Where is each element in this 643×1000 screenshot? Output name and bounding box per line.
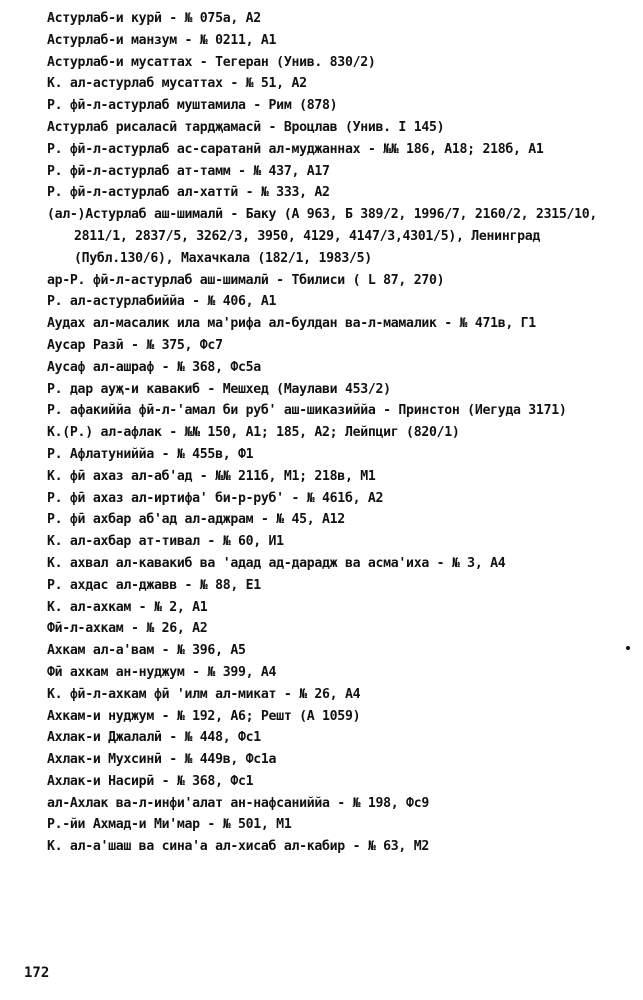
index-entry: Р. фӣ ахаз ал-иртифа' би-р-руб' - № 461б, А2 <box>47 490 384 506</box>
index-entry: Р.-йи Ахмад-и Ми'мар - № 501, М1 <box>47 817 292 833</box>
index-entry: Р. афакиййа фӣ-л-'амал би руб' аш-шиказиййа - Принстон (Иегуда 3171) <box>47 403 567 419</box>
page-number: 172 <box>24 965 50 981</box>
index-entries <box>47 8 637 858</box>
index-entry: Р. фӣ ахбар аб'ад ал-аджрам - № 45, А12 <box>47 512 345 528</box>
index-entry: Астурлаб-и мусаттах - Тегеран (Унив. 830/2) <box>47 54 376 70</box>
index-entry: К. ахвал ал-кавакиб ва 'адад ад-дарадж ва асма'иха - № 3, А4 <box>47 555 506 571</box>
index-entry: Ахлак-и Джалалӣ - № 448, Фс1 <box>47 730 261 746</box>
index-entry: (ал-)Астурлаб аш-шималӣ - Баку (А 963, Б 389/2, 1996/7, 2160/2, 2315/10, 2811/1, 2837/5, 3262/3, 3950, 4129, 4147/3,4301/5), Ленинград (Публ.130/6), Махачкала (182/1, 1983/5) <box>47 207 598 266</box>
index-entry: Р. фӣ-л-астурлаб ат-тамм - № 437, А17 <box>47 163 330 179</box>
index-entry: Ахлак-и Мухсинӣ - № 449в, Фс1а <box>47 752 277 768</box>
index-entry: К. ал-а'шаш ва сина'а ал-хисаб ал-кабир - № 63, М2 <box>47 839 429 855</box>
index-entry: К. фӣ-л-ахкам фӣ 'илм ал-микат - № 26, А4 <box>47 686 361 702</box>
index-entry: Р. фӣ-л-астурлаб ас-саратанӣ ал-муджаннах - №№ 186, А18; 218б, А1 <box>47 141 544 157</box>
index-entry: Фӣ ахкам ан-нуджум - № 399, А4 <box>47 664 277 680</box>
index-entry: Фӣ-л-ахкам - № 26, А2 <box>47 621 208 637</box>
index-entry: Аудах ал-масалик ила ма'рифа ал-булдан ва-л-мамалик - № 471в, Г1 <box>47 316 536 332</box>
index-entry: Ахкам ал-а'вам - № 396, А5 <box>47 643 246 659</box>
index-entry: Р. ахдас ал-джавв - № 88, Е1 <box>47 577 261 593</box>
index-entry: К. ал-ахбар ат-тивал - № 60, И1 <box>47 534 284 550</box>
stray-dot-mark <box>626 646 630 650</box>
index-entry: Астурлаб-и манзум - № 0211, А1 <box>47 32 277 48</box>
index-entry: К. фӣ ахаз ал-аб'ад - №№ 211б, М1; 218в, М1 <box>47 468 376 484</box>
index-entry: К. ал-ахкам - № 2, А1 <box>47 599 208 615</box>
index-entry: Ахлак-и Насирӣ - № 368, Фс1 <box>47 773 254 789</box>
index-entry: Ахкам-и нуджум - № 192, А6; Решт (А 1059) <box>47 708 361 724</box>
index-entry: ал-Ахлак ва-л-инфи'алат ан-нафсаниййа - № 198, Фс9 <box>47 795 429 811</box>
index-entry: Р. ал-астурлабиййа - № 406, А1 <box>47 294 277 310</box>
index-entry: К. ал-астурлаб мусаттах - № 51, А2 <box>47 76 307 92</box>
index-entry: Астурлаб-и курӣ - № 075а, А2 <box>47 11 261 26</box>
index-entry: Р. дар ауҗ-и кавакиб - Мешхед (Маулави 453/2) <box>47 381 391 397</box>
index-entry: Аусаф ал-ашраф - № 368, Фс5а <box>47 359 261 375</box>
index-entry: Р. Афлатуниййа - № 455в, Ф1 <box>47 446 254 462</box>
index-entry: Аусар Разӣ - № 375, Фс7 <box>47 337 223 353</box>
index-entry: Р. фӣ-л-астурлаб ал-хаттӣ - № 333, А2 <box>47 185 330 201</box>
index-entry: Астурлаб рисаласӣ тардҗамасӣ - Вроцлав (Унив. I 145) <box>47 119 445 135</box>
index-entry: Р. фӣ-л-астурлаб муштамила - Рим (878) <box>47 98 338 114</box>
index-entry: ар-Р. фӣ-л-астурлаб аш-шималӣ - Тбилиси ( L 87, 270) <box>47 272 445 288</box>
index-entry: К.(Р.) ал-афлак - №№ 150, А1; 185, А2; Лейпциг (820/1) <box>47 425 460 441</box>
